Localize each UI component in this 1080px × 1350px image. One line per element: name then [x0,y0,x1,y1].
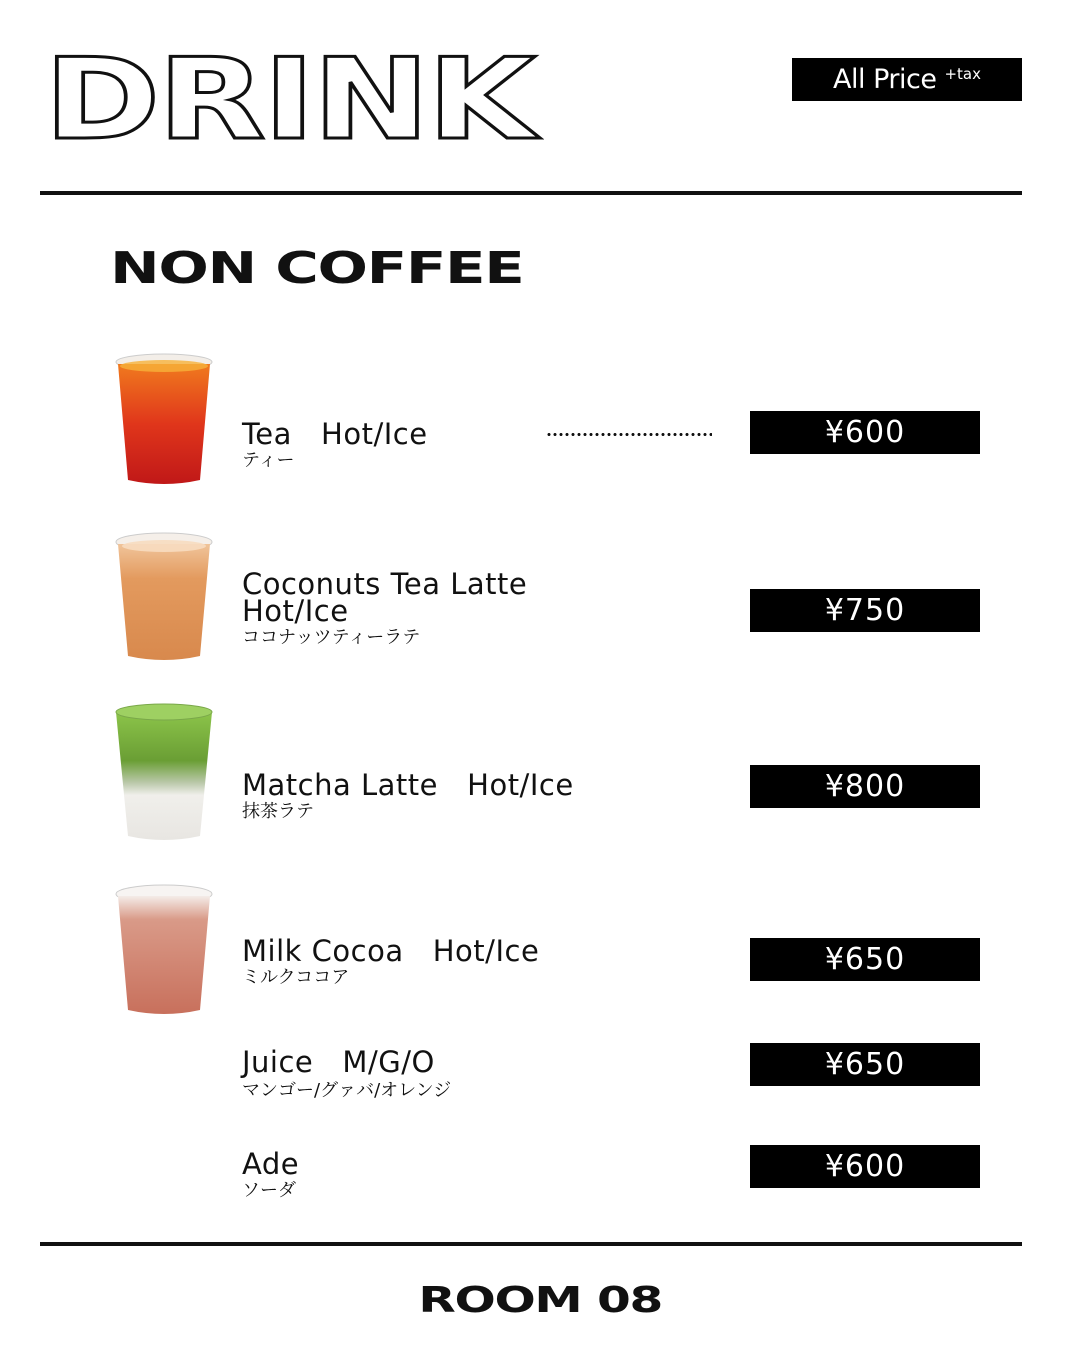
footer-brand [0,1280,1080,1321]
item-name-juice: Juice M/G/O [242,1045,435,1079]
bottom-divider [40,1242,1022,1246]
price-note-badge [792,58,1022,101]
price-milk-cocoa: ¥650 [750,938,980,981]
price-coconut-latte: ¥750 [750,589,980,632]
item-jp-milk-cocoa: ミルクココア [242,967,350,988]
price-matcha-latte: ¥800 [750,765,980,808]
price-juice: ¥650 [750,1043,980,1086]
item-jp-juice: マンゴー/グァバ/オレンジ [242,1080,452,1101]
matcha-latte-cup-image [114,700,214,842]
item-jp-matcha-latte: 抹茶ラテ [242,801,314,822]
milk-cocoa-cup-image [114,882,214,1017]
item-jp-ade: ソーダ [242,1180,296,1201]
price-note-label: All Price [833,64,937,95]
top-divider [40,191,1022,195]
price-tea: ¥600 [750,411,980,454]
item-name-coconut-latte: Coconuts Tea Latte [242,567,528,601]
item-name-ade: Ade [242,1147,300,1181]
item-name-tea: Tea Hot/Ice [242,417,428,451]
leader-dots [546,432,712,437]
item-name-milk-cocoa: Milk Cocoa Hot/Ice [242,934,540,968]
footer-brand-text: ROOM 08 [418,1280,662,1321]
section-title: NON COFFEE [110,243,524,294]
item-jp-tea: ティー [242,450,295,471]
price-ade: ¥600 [750,1145,980,1188]
menu-title: DRINK [44,35,534,165]
price-note-tax: +tax [944,64,981,83]
coconut-latte-cup-image [114,528,214,663]
item-jp-coconut-latte: ココナッツティーラテ [242,627,421,648]
item-name-coconut-latte-2: Hot/Ice [242,594,349,628]
tea-cup-image [114,352,214,487]
item-name-matcha-latte: Matcha Latte Hot/Ice [242,768,574,802]
